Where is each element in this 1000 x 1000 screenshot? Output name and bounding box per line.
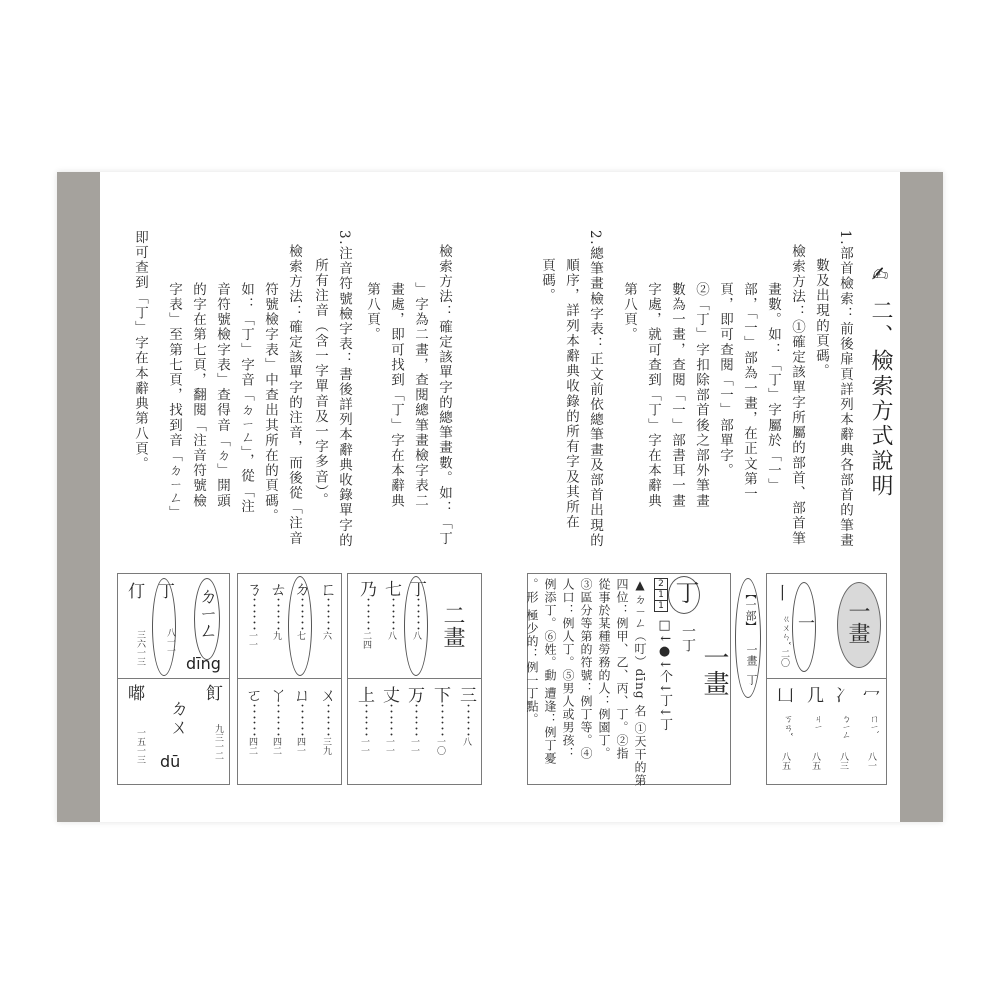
radical-table-divider: [767, 678, 886, 679]
zhuyin-index-f: ㄈ︙︙六: [316, 580, 336, 640]
stroke-index-qi: 七︙︙八: [381, 580, 401, 640]
entry-head-char: 丁: [671, 580, 699, 604]
zhuyin-syllable-ding: ㄉㄧㄥ: [196, 586, 218, 640]
stroke-index-header: 二畫: [440, 604, 465, 648]
method-3-line-6: 音符號檢字表」查得音「ㄉ」開頭: [214, 282, 230, 509]
entry-evolution: □↓●↓个↓丁↓丁: [657, 618, 672, 731]
radical-bing-page: 八三: [838, 752, 848, 770]
radical-mi-zhuyin: ㄇㄧˋ: [868, 714, 878, 735]
stroke-index-san: 三︙︙八: [456, 686, 476, 746]
method-1-line-5: 部，「一」部為一畫，在正文第一: [741, 282, 757, 502]
zhuyin-index-t: ㄊ︙︙九: [266, 580, 286, 640]
method-2-line-5: 」字為二畫，查閱總筆畫檢字表二: [412, 282, 428, 509]
radical-gun-page: 二〇: [779, 649, 789, 667]
stroke-index-nai: 乃︙︙二四: [356, 580, 376, 649]
method-2-line-1: 2.總筆畫檢字表：正文前依總筆畫及部首出現的: [587, 230, 603, 549]
stroke-index-shang: 上︙︙一一: [354, 686, 374, 755]
method-3-line-3: 檢索方法：確定該單字的注音，而後從「注音: [286, 244, 302, 546]
method-3-line-2: 所有注音（含一字單音及一字多音）。: [312, 258, 328, 508]
entry-def-line-1: ▲ㄉㄧㄥ（叮）dīng 名 ①天干的第: [633, 578, 647, 788]
method-1-line-3: 檢索方法：①確定該單字所屬的部首、部首筆: [789, 244, 805, 546]
stroke-index-wan: 万︙︙一一: [404, 686, 424, 755]
method-3-line-9: 即可查到「丁」字在本辭典第八頁。: [132, 230, 148, 472]
book-ear-char: 丁: [745, 674, 758, 685]
entry-stroke-order: 一丁: [680, 624, 696, 652]
left-page-edge: [57, 172, 100, 822]
dictionary-spread: [57, 172, 943, 822]
zhuyin-page-ting-page: 三六一三: [135, 630, 145, 666]
method-2-line-6: 畫處，即可找到「丁」字在本辭典: [388, 282, 404, 509]
entry-def-line-6: 例添丁。⑥姓。動 遭逢：例丁憂: [543, 578, 557, 765]
method-1-line-6: 頁，即可查閱「一」部單字。: [717, 282, 733, 479]
method-2-line-2: 順序，詳列本辭典收錄的所有字及其所在: [563, 258, 579, 530]
book-ear-strokes: 一畫: [745, 644, 758, 666]
method-3-line-1: 3.注音符號檢字表：書後詳列本辭典收錄單字的: [336, 230, 352, 549]
entry-def-line-4: ③區分等第的符號：例丁等。④: [579, 578, 593, 760]
pinyin-ding: dīng: [186, 654, 221, 673]
method-2-line-3: 頁碼。: [539, 258, 555, 304]
method-3-line-8: 字表」至第七頁，找到音「ㄉㄧㄥ」: [166, 282, 182, 521]
entry-def-line-2: 四位：例甲、乙、丙、丁。②指: [615, 578, 629, 760]
method-1-line-1: 1.部首檢索：前後扉頁詳列本辭典各部首的筆畫: [837, 230, 853, 549]
zhuyin-index-table: [237, 573, 342, 785]
pinyin-du: dū: [160, 752, 181, 771]
method-1-line-8: 數為一畫，查閱「一」部書耳一畫: [669, 282, 685, 509]
zhuyin-page-ding-food-page: 九三一二: [213, 724, 223, 760]
entry-page-box: [525, 573, 731, 788]
stroke-count-radical: 1: [655, 590, 667, 601]
zhuyin-page-divider: [118, 678, 229, 679]
entry-stroke-count-box: [654, 578, 668, 612]
entry-def-line-7: 。形 極少的：例一丁點。: [525, 578, 539, 726]
radical-table: [766, 573, 887, 785]
method-1-line-7: ②「丁」字扣除部首後之部外筆畫: [693, 282, 709, 509]
radical-mi-page: 八一: [866, 752, 876, 770]
radical-kan: 凵: [773, 686, 793, 703]
pen-icon: ✍: [868, 262, 892, 289]
zhuyin-page-ding: 丁: [154, 582, 174, 599]
radical-kan-zhuyin: ㄎㄢˇ: [782, 714, 792, 737]
zhuyin-index-o: ㄛ︙︙四二: [242, 686, 262, 755]
zhuyin-page-table: [117, 573, 230, 785]
method-3-line-7: 的字在第七頁，翻閱「注音符號檢: [190, 282, 206, 509]
stroke-index-divider: [348, 678, 481, 679]
zhuyin-index-n: ㄋ︙︙一一: [242, 580, 262, 649]
zhuyin-index-yu: ㄩ︙︙四一: [290, 686, 310, 755]
method-2-line-4: 檢索方法：確定該單字的總筆畫數。如：「丁: [436, 244, 452, 546]
method-1-line-9: 字處，就可查到「丁」字在本辭典: [645, 282, 661, 509]
section-title-text: 二、檢索方式說明: [868, 299, 893, 499]
zhuyin-page-du: 嘟: [124, 684, 144, 701]
zhuyin-index-divider: [238, 678, 341, 679]
entry-def-line-3: 從事於某種勞務的人：例園丁。: [597, 578, 611, 760]
section-title: [865, 262, 896, 499]
radical-ji-page: 八五: [810, 752, 820, 770]
radical-mi: 冖: [859, 686, 879, 703]
zhuyin-index-a: ㄚ︙︙四二: [266, 686, 286, 755]
stroke-count-extra: 1: [658, 601, 664, 611]
entry-section-heading: 一畫: [699, 644, 729, 696]
radical-gun-zhuyin: ㄍㄨㄣˇ: [780, 614, 790, 646]
radical-gun-char: 丨: [770, 584, 790, 601]
radical-ji: 几: [803, 686, 823, 703]
entry-def-line-5: 人口：例人丁。⑤男人或男孩：: [561, 578, 575, 760]
method-3-line-5: 如：「丁」字音「ㄉㄧㄥ」，從「注: [238, 282, 254, 515]
method-1-line-2: 數及出現的頁碼。: [813, 258, 829, 379]
method-2-line-7: 第八頁。: [364, 282, 380, 343]
radical-header: 一畫: [845, 600, 870, 644]
zhuyin-page-ding-page: 八一一: [165, 628, 175, 655]
stroke-index-ding: 丁︙︙八: [406, 580, 426, 640]
stroke-count-total: 2: [655, 579, 667, 590]
radical-ji-zhuyin: ㄐㄧ: [812, 714, 822, 731]
stroke-index-table: [347, 573, 482, 785]
zhuyin-page-ding-food: 飣: [202, 684, 222, 701]
zhuyin-index-d: ㄉ︙︙七: [290, 580, 310, 640]
method-3-line-4: 符號檢字表」中查出其所在的頁碼。: [262, 282, 278, 524]
stroke-index-xia: 下︙︙一〇: [430, 686, 450, 755]
right-page-edge: [900, 172, 943, 822]
zhuyin-index-u: ㄨ︙︙三九: [316, 686, 336, 755]
zhuyin-syllable-du: ㄉㄨ: [167, 698, 189, 736]
radical-bing: 冫: [831, 686, 851, 703]
radical-bing-zhuyin: ㄅㄧㄥ: [840, 714, 850, 740]
book-ear-radical: 【一部】: [744, 588, 757, 632]
zhuyin-page-ting: 仃: [124, 582, 144, 599]
method-1-line-4: 畫數。如：「丁」字屬於「一」: [765, 282, 781, 494]
radical-one-char: 一: [794, 614, 814, 631]
zhuyin-page-du-page: 一五一三: [135, 728, 145, 764]
radical-kan-page: 八五: [780, 752, 790, 770]
method-1-line-10: 第八頁。: [621, 282, 637, 343]
stroke-index-zhang: 丈︙︙一一: [379, 686, 399, 755]
